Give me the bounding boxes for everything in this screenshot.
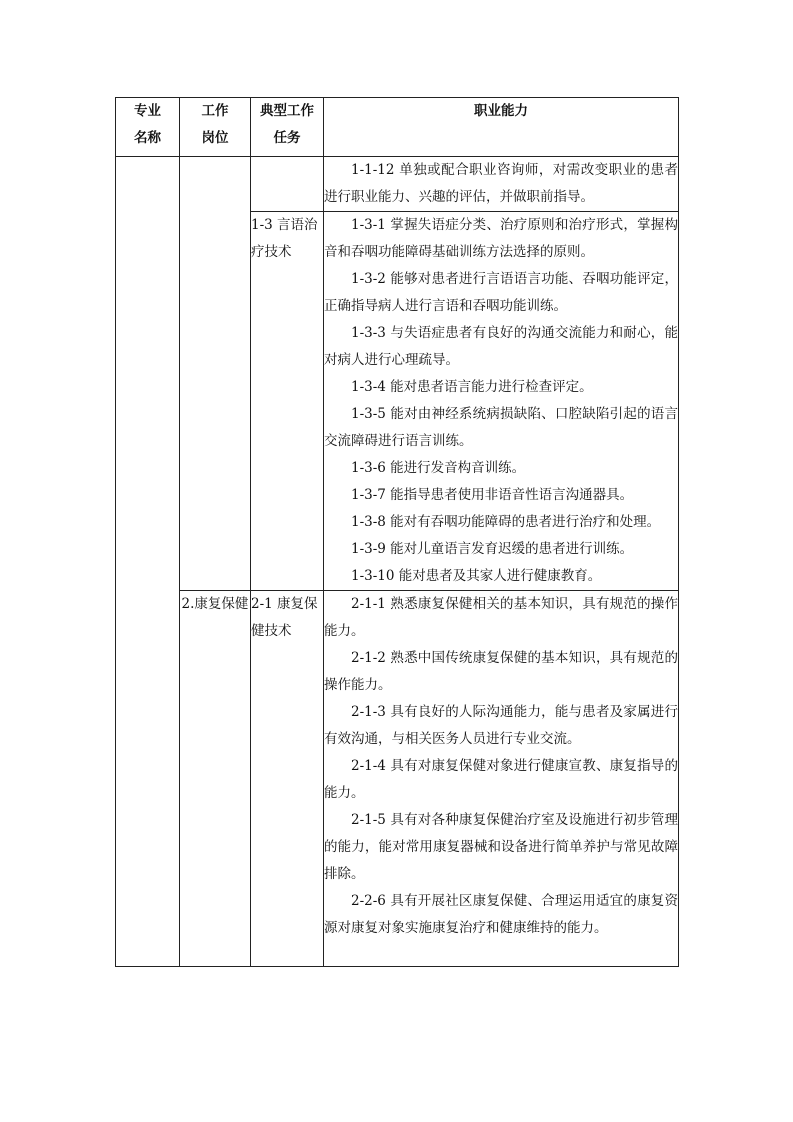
task-cell: 2-1 康复保健技术 <box>251 591 324 967</box>
header-task-line2: 任务 <box>273 130 301 146</box>
ability-item: 2-2-6 具有开展社区康复保健、合理运用适宜的康复资源对康复对象实施康复治疗和健康维持的能力。 <box>324 893 678 936</box>
table-header-row <box>116 98 679 157</box>
header-major-line1: 专业 <box>134 103 161 119</box>
ability-item: 2-1-2 熟悉中国传统康复保健的基本知识，具有规范的操作能力。 <box>324 650 678 693</box>
major-cell <box>116 157 180 967</box>
ability-item: 2-1-4 具有对康复保健对象进行健康宣教、康复指导的能力。 <box>324 758 678 801</box>
task-cell: 1-3 言语治疗技术 <box>251 212 324 591</box>
header-major-line2: 名称 <box>134 130 161 146</box>
ability-item: 2-1-3 具有良好的人际沟通能力，能与患者及家属进行有效沟通，与相关医务人员进行专业交流。 <box>324 704 678 747</box>
ability-item: 1-3-1 掌握失语症分类、治疗原则和治疗形式，掌握构音和吞咽功能障碍基础训练方法选择的原则。 <box>324 217 678 260</box>
ability-item: 1-3-3 与失语症患者有良好的沟通交流能力和耐心，能对病人进行心理疏导。 <box>324 325 678 368</box>
ability-item: 1-3-4 能对患者语言能力进行检查评定。 <box>351 379 593 395</box>
ability-item: 1-3-8 能对有吞咽功能障碍的患者进行治疗和处理。 <box>351 514 661 530</box>
table-row <box>116 157 679 212</box>
ability-cell <box>324 212 679 591</box>
ability-cell <box>324 157 679 212</box>
header-major <box>116 98 180 157</box>
ability-item: 1-3-9 能对儿童语言发育迟缓的患者进行训练。 <box>351 541 634 557</box>
ability-item: 1-3-2 能够对患者进行言语语言功能、吞咽功能评定，正确指导病人进行言语和吞咽功能训练。 <box>324 271 678 314</box>
ability-item: 1-1-12 单独或配合职业咨询师，对需改变职业的患者进行职业能力、兴趣的评估，并做职前指导。 <box>324 162 678 205</box>
header-task <box>251 98 324 157</box>
post-cell <box>180 157 251 591</box>
ability-item: 2-1-5 具有对各种康复保健治疗室及设施进行初步管理的能力，能对常用康复器械和设备进行简单养护与常见故障排除。 <box>324 812 678 882</box>
ability-item: 2-1-1 熟悉康复保健相关的基本知识，具有规范的操作能力。 <box>324 596 678 639</box>
competency-table <box>115 97 679 967</box>
ability-cell <box>324 591 679 967</box>
header-ability <box>324 98 679 157</box>
post-cell: 2.康复保健 <box>180 591 251 967</box>
ability-item: 1-3-7 能指导患者使用非语音性语言沟通器具。 <box>351 487 634 503</box>
table-row <box>116 591 679 967</box>
ability-item: 1-3-10 能对患者及其家人进行健康教育。 <box>351 568 602 584</box>
header-post-line2: 岗位 <box>201 130 229 146</box>
header-post <box>180 98 251 157</box>
header-post-line1: 工作 <box>201 103 229 119</box>
ability-item: 1-3-5 能对由神经系统病损缺陷、口腔缺陷引起的语言交流障碍进行语言训练。 <box>324 406 678 449</box>
ability-item: 1-3-6 能进行发音构音训练。 <box>351 460 526 476</box>
task-cell <box>251 157 324 212</box>
header-ability-text: 职业能力 <box>474 103 528 119</box>
header-task-line1: 典型工作 <box>260 103 314 119</box>
